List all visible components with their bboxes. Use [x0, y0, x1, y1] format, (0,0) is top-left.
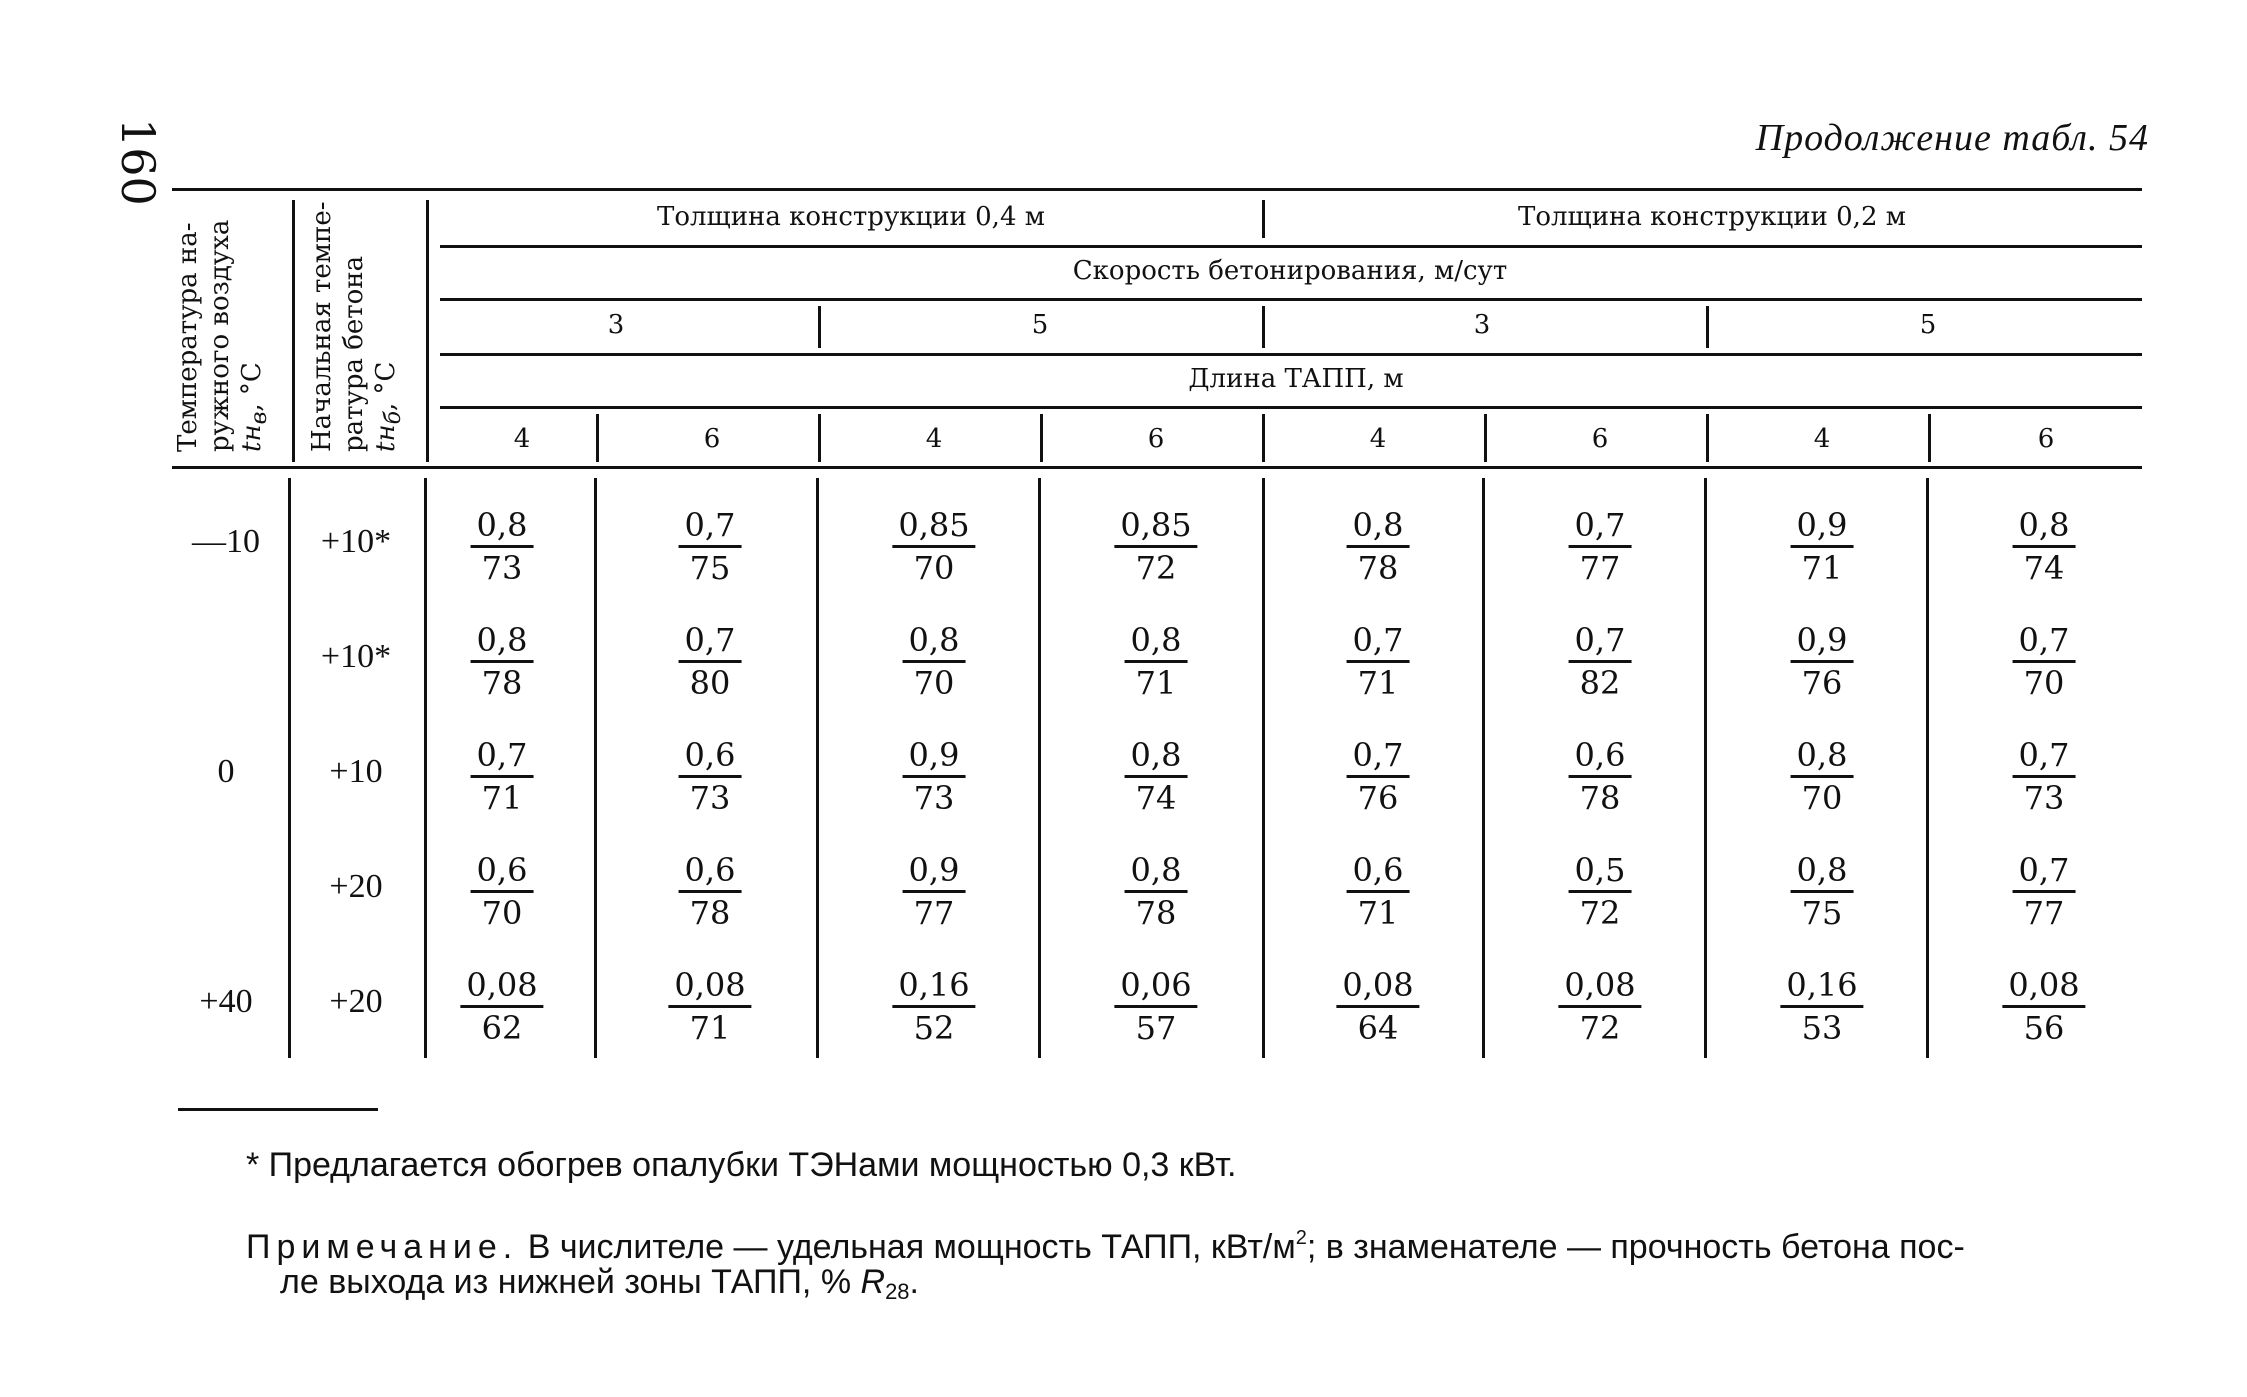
header-air-line1: Температура на-	[173, 222, 203, 452]
header-thickness-02: Толщина конструкции 0,2 м	[1518, 202, 1906, 232]
length-divider-4	[1262, 414, 1265, 462]
header-length-8: 6	[2037, 424, 2055, 454]
cell-strength: 71	[1357, 894, 1399, 932]
cell-power: 0,08	[1336, 965, 1419, 1008]
table-cell	[1125, 850, 1188, 933]
speed-divider-1	[818, 306, 821, 348]
header-length-4: 6	[1147, 424, 1165, 454]
col2-divider	[426, 200, 429, 462]
note-line-2	[280, 1262, 919, 1312]
cell-power: 0,8	[1125, 620, 1188, 663]
speed-divider-2	[1262, 306, 1265, 348]
footnote-rule	[178, 1108, 378, 1111]
cell-strength: 71	[481, 779, 523, 817]
cell-power: 0,8	[1791, 850, 1854, 893]
cell-strength: 78	[1135, 894, 1177, 932]
cell-power: 0,8	[1791, 735, 1854, 778]
cell-power: 0,85	[892, 505, 975, 548]
cell-power: 0,08	[1558, 965, 1641, 1008]
table-cell	[460, 965, 543, 1048]
table-cell	[2013, 620, 2076, 703]
table-cell	[2002, 965, 2085, 1048]
header-length-2: 6	[703, 424, 721, 454]
body-divider-3	[1038, 478, 1041, 1058]
cell-strength: 78	[1357, 549, 1399, 587]
cell-strength: 70	[913, 549, 955, 587]
header-speed-1: 3	[607, 310, 625, 340]
table-top-rule	[172, 188, 2142, 191]
cell-power: 0,06	[1114, 965, 1197, 1008]
table-cell	[892, 965, 975, 1048]
thickness-rule	[440, 245, 2142, 248]
table-cell	[903, 620, 966, 703]
cell-power: 0,7	[2013, 735, 2076, 778]
table-cell	[1791, 850, 1854, 933]
cell-strength: 62	[481, 1009, 523, 1047]
table-cell	[1569, 735, 1632, 818]
header-speed-2: 5	[1031, 310, 1049, 340]
table-cell	[1114, 965, 1197, 1048]
cell-power: 0,7	[2013, 850, 2076, 893]
table-cell	[1125, 620, 1188, 703]
table-cell	[1347, 505, 1410, 588]
cell-strength: 78	[481, 664, 523, 702]
cell-strength: 72	[1579, 894, 1621, 932]
col1-divider-body	[288, 478, 291, 1058]
header-air-subscript: в	[247, 411, 272, 425]
length-divider-6	[1706, 414, 1709, 462]
body-divider-2	[816, 478, 819, 1058]
header-air-temperature	[172, 220, 276, 452]
header-concrete-line1: Начальная темпе-	[307, 201, 337, 452]
table-cell	[903, 735, 966, 818]
length-divider-5	[1484, 414, 1487, 462]
cell-strength: 73	[481, 549, 523, 587]
table-cell	[1347, 620, 1410, 703]
cell-strength: 77	[913, 894, 955, 932]
cell-strength: 74	[2023, 549, 2065, 587]
header-concrete-subscript: б	[381, 410, 406, 425]
length-divider-3	[1040, 414, 1043, 462]
row-concrete-temperature: +10*	[320, 523, 392, 560]
cell-strength: 70	[913, 664, 955, 702]
table-cell	[1336, 965, 1419, 1048]
body-divider-5	[1482, 478, 1485, 1058]
header-concrete-line2: ратура бетона	[339, 255, 369, 452]
length-divider-7	[1928, 414, 1931, 462]
speed-rule	[440, 298, 2142, 301]
header-bottom-rule	[172, 466, 2142, 469]
cell-power: 0,8	[903, 620, 966, 663]
header-length-1: 4	[513, 424, 531, 454]
table-cell	[2013, 505, 2076, 588]
row-concrete-temperature: +10*	[320, 638, 392, 675]
table-cell	[471, 850, 534, 933]
table-cell	[679, 735, 742, 818]
cell-power: 0,6	[1347, 850, 1410, 893]
cell-strength: 78	[1579, 779, 1621, 817]
header-concrete-line3	[370, 201, 410, 452]
table-cell	[668, 965, 751, 1048]
header-air-unit: , °С	[237, 362, 267, 412]
row-concrete-temperature: +10	[329, 753, 383, 790]
table-cell	[1347, 735, 1410, 818]
table-cell	[903, 850, 966, 933]
cell-power: 0,7	[1347, 620, 1410, 663]
cell-power: 0,6	[1569, 735, 1632, 778]
length-divider-1	[596, 414, 599, 462]
table-cell	[2013, 850, 2076, 933]
cell-power: 0,8	[1125, 850, 1188, 893]
table-cell	[1569, 505, 1632, 588]
cell-power: 0,8	[471, 505, 534, 548]
row-air-temperature: 0	[217, 753, 235, 790]
header-length-3: 4	[925, 424, 943, 454]
speeds-rule	[440, 353, 2142, 356]
page-number: 160	[111, 118, 165, 206]
footnote: * Предлагается обогрев опалубки ТЭНами мощностью 0,3 кВт.	[246, 1146, 1237, 1184]
table-cell	[471, 505, 534, 588]
cell-power: 0,7	[471, 735, 534, 778]
cell-strength: 76	[1801, 664, 1843, 702]
cell-power: 0,7	[679, 620, 742, 663]
cell-power: 0,8	[1125, 735, 1188, 778]
note-text-1a: В числителе — удельная мощность ТАПП, кВт/м	[518, 1228, 1296, 1266]
row-air-temperature: —10	[192, 523, 260, 560]
cell-power: 0,9	[903, 850, 966, 893]
cell-strength: 77	[1579, 549, 1621, 587]
table-cell	[471, 735, 534, 818]
note-r-subscript: 28	[885, 1279, 910, 1304]
header-speed: Скорость бетонирования, м/сут	[1072, 256, 1508, 286]
cell-strength: 53	[1801, 1009, 1843, 1047]
body-divider-7	[1926, 478, 1929, 1058]
cell-power: 0,8	[1347, 505, 1410, 548]
table-cell	[1558, 965, 1641, 1048]
header-length-7: 4	[1813, 424, 1831, 454]
cell-power: 0,08	[668, 965, 751, 1008]
header-speed-3: 3	[1473, 310, 1491, 340]
header-length-6: 6	[1591, 424, 1609, 454]
row-concrete-temperature: +20	[329, 868, 383, 905]
note-r-symbol: R	[860, 1263, 886, 1301]
col1-divider	[292, 200, 295, 462]
cell-strength: 73	[2023, 779, 2065, 817]
header-air-line3	[236, 220, 276, 452]
cell-power: 0,8	[471, 620, 534, 663]
cell-strength: 56	[2023, 1009, 2065, 1047]
header-length: Длина ТАПП, м	[1188, 364, 1404, 394]
cell-strength: 52	[913, 1009, 955, 1047]
cell-power: 0,85	[1114, 505, 1197, 548]
table-cell	[1780, 965, 1863, 1048]
cell-strength: 70	[1801, 779, 1843, 817]
table-cell	[1791, 735, 1854, 818]
table-cell	[1791, 620, 1854, 703]
cell-strength: 80	[689, 664, 731, 702]
cell-strength: 64	[1357, 1009, 1399, 1047]
header-air-symbol: tн	[237, 424, 267, 452]
cell-strength: 71	[1801, 549, 1843, 587]
note-label: Примечание.	[246, 1228, 519, 1266]
cell-strength: 71	[689, 1009, 731, 1047]
cell-power: 0,6	[471, 850, 534, 893]
cell-power: 0,9	[903, 735, 966, 778]
speed-divider-3	[1706, 306, 1709, 348]
table-cell	[1347, 850, 1410, 933]
cell-power: 0,7	[679, 505, 742, 548]
table-cell	[679, 850, 742, 933]
cell-power: 0,7	[2013, 620, 2076, 663]
header-thickness-04: Толщина конструкции 0,4 м	[657, 202, 1045, 232]
cell-power: 0,7	[1569, 505, 1632, 548]
length-rule	[440, 406, 2142, 409]
cell-power: 0,16	[892, 965, 975, 1008]
row-air-temperature: +40	[199, 983, 253, 1020]
body-divider-6	[1704, 478, 1707, 1058]
table-cell	[1569, 620, 1632, 703]
table-cell	[679, 505, 742, 588]
cell-strength: 71	[1357, 664, 1399, 702]
cell-power: 0,6	[679, 850, 742, 893]
length-divider-2	[818, 414, 821, 462]
note-text-1b: ; в знаменателе — прочность бетона пос-	[1306, 1228, 1965, 1266]
cell-power: 0,9	[1791, 620, 1854, 663]
cell-strength: 77	[2023, 894, 2065, 932]
col2-divider-body	[424, 478, 427, 1058]
cell-strength: 71	[1135, 664, 1177, 702]
cell-strength: 72	[1579, 1009, 1621, 1047]
note-line-1	[246, 1218, 1965, 1267]
header-concrete-temperature	[306, 201, 410, 452]
header-speed-4: 5	[1919, 310, 1937, 340]
cell-power: 0,08	[460, 965, 543, 1008]
cell-power: 0,08	[2002, 965, 2085, 1008]
header-concrete-symbol: tн	[371, 424, 401, 452]
note-text-2b: .	[909, 1263, 919, 1301]
body-divider-4	[1262, 478, 1265, 1058]
table-cell	[1125, 735, 1188, 818]
cell-power: 0,16	[1780, 965, 1863, 1008]
cell-strength: 73	[689, 779, 731, 817]
table-cell	[1114, 505, 1197, 588]
body-divider-1	[594, 478, 597, 1058]
cell-power: 0,9	[1791, 505, 1854, 548]
table-cell	[1569, 850, 1632, 933]
cell-power: 0,7	[1569, 620, 1632, 663]
table-caption: Продолжение табл. 54	[1755, 117, 2149, 159]
table-cell	[471, 620, 534, 703]
cell-strength: 73	[913, 779, 955, 817]
cell-strength: 75	[689, 549, 731, 587]
note-superscript: 2	[1295, 1227, 1307, 1249]
header-air-line2: ружного воздуха	[205, 219, 235, 452]
cell-power: 0,7	[1347, 735, 1410, 778]
cell-strength: 57	[1135, 1009, 1177, 1047]
cell-power: 0,8	[2013, 505, 2076, 548]
cell-strength: 72	[1135, 549, 1177, 587]
cell-strength: 78	[689, 894, 731, 932]
cell-strength: 75	[1801, 894, 1843, 932]
table-cell	[892, 505, 975, 588]
cell-strength: 76	[1357, 779, 1399, 817]
cell-strength: 70	[2023, 664, 2065, 702]
header-length-5: 4	[1369, 424, 1387, 454]
thickness-divider	[1262, 200, 1265, 238]
cell-power: 0,6	[679, 735, 742, 778]
cell-strength: 74	[1135, 779, 1177, 817]
cell-power: 0,5	[1569, 850, 1632, 893]
row-concrete-temperature: +20	[329, 983, 383, 1020]
cell-strength: 82	[1579, 664, 1621, 702]
table-cell	[2013, 735, 2076, 818]
note-text-2a: ле выхода из нижней зоны ТАПП, %	[280, 1263, 861, 1301]
table-cell	[1791, 505, 1854, 588]
cell-strength: 70	[481, 894, 523, 932]
header-concrete-unit: , °С	[371, 361, 401, 411]
table-cell	[679, 620, 742, 703]
